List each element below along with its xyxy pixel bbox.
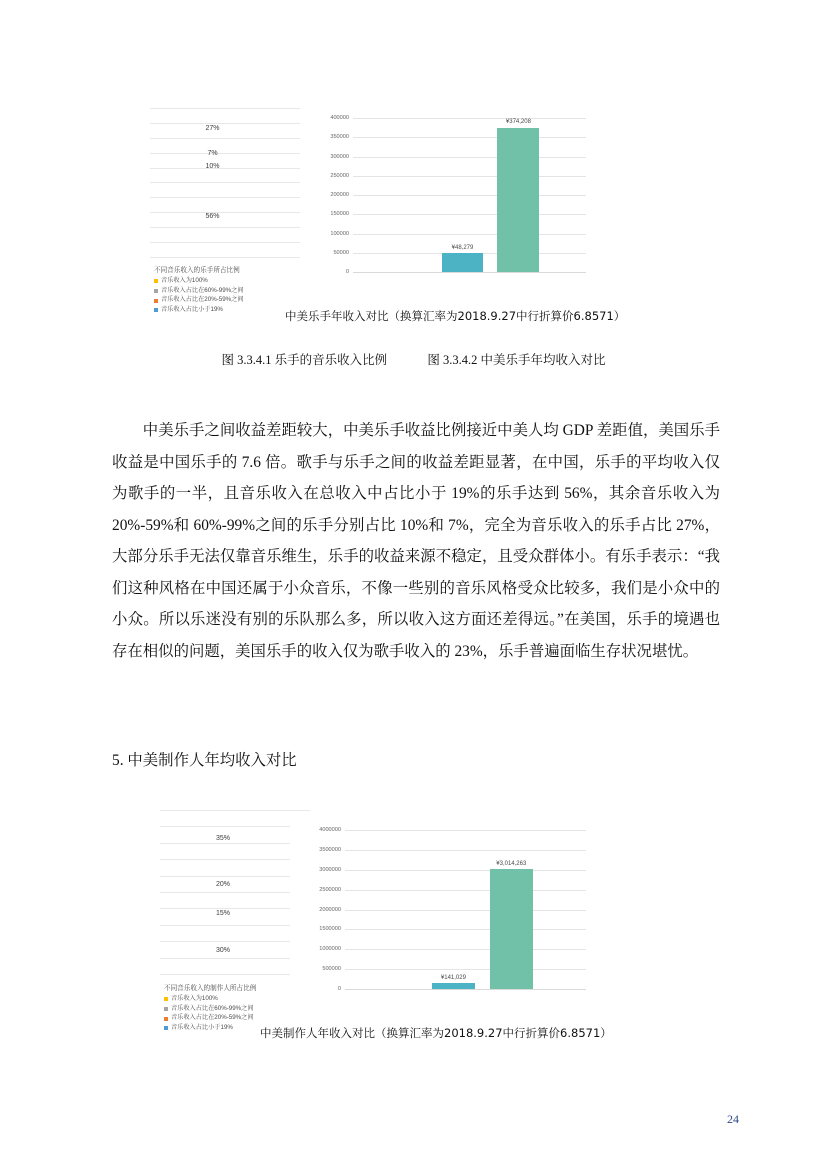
legend-title: 不同音乐收入的乐手所占比例 bbox=[154, 267, 240, 274]
page-number bbox=[727, 1112, 739, 1127]
figure-labels-row bbox=[0, 350, 827, 368]
legend-item-100pct[interactable] bbox=[164, 996, 256, 1002]
section-heading: 5. 中美制作人年均收入对比 bbox=[112, 752, 297, 769]
legend-item-20-59pct[interactable] bbox=[154, 297, 244, 303]
chart-musician-income-compare bbox=[305, 108, 590, 283]
segment-20-59pct[interactable]: 15% bbox=[215, 909, 230, 917]
stacked-column-producers[interactable] bbox=[198, 810, 248, 975]
legend-title: 不同音乐收入的制作人所占比例 bbox=[164, 985, 257, 992]
bar-value-label: ¥374,208 bbox=[505, 119, 531, 126]
y-axis-tick: 2000000 bbox=[319, 906, 341, 913]
legend-item-under-19pct[interactable] bbox=[164, 1025, 256, 1031]
legend-item-100pct[interactable] bbox=[154, 278, 244, 284]
y-axis-tick: 1000000 bbox=[319, 946, 341, 953]
bar-value-label: ¥3,014,263 bbox=[496, 860, 527, 867]
segment-60-99pct[interactable]: 20% bbox=[215, 880, 230, 888]
y-axis-tick: 2500000 bbox=[319, 886, 341, 893]
figure-label-1: 图 3.3.4.1 乐手的音乐收入比例 bbox=[221, 353, 388, 367]
legend-label: 音乐收入占比在20%-59%之间 bbox=[171, 1014, 254, 1022]
legend-item-under-19pct[interactable] bbox=[154, 307, 244, 313]
segment-20-59pct[interactable]: 10% bbox=[205, 163, 220, 170]
segment-under-19pct[interactable]: 30% bbox=[215, 946, 230, 954]
legend-swatch-orange bbox=[164, 1017, 168, 1021]
bar-plot-area bbox=[330, 115, 586, 275]
chart-musician-income-share bbox=[150, 108, 300, 328]
segment-60-99pct[interactable]: 7% bbox=[207, 150, 218, 158]
legend-swatch-yellow bbox=[154, 279, 158, 283]
bar-plot-area bbox=[319, 827, 586, 992]
bar-china-producer[interactable] bbox=[432, 974, 475, 989]
y-axis-tick: 0 bbox=[345, 269, 349, 275]
y-axis-tick: 50000 bbox=[333, 249, 349, 256]
y-axis-tick: 3500000 bbox=[319, 846, 341, 853]
legend-item-20-59pct[interactable] bbox=[164, 1015, 256, 1021]
bar-value-label: ¥141,029 bbox=[440, 974, 466, 981]
legend-swatch-blue bbox=[164, 1026, 168, 1030]
bar-us-musician[interactable] bbox=[497, 119, 539, 272]
bar-value-label: ¥48,279 bbox=[451, 244, 474, 251]
chart-producer-income-compare bbox=[290, 820, 590, 1005]
gridlines bbox=[319, 827, 586, 992]
chart-legend bbox=[164, 982, 256, 1035]
y-axis-tick: 400000 bbox=[330, 115, 349, 121]
legend-swatch-orange bbox=[154, 299, 158, 303]
legend-label: 音乐收入占比小于19% bbox=[161, 306, 223, 314]
y-axis-tick: 250000 bbox=[330, 172, 349, 179]
page-number-value: 24 bbox=[727, 1112, 739, 1126]
legend-label: 音乐收入占比在20%-59%之间 bbox=[161, 296, 244, 304]
y-axis-tick: 3000000 bbox=[319, 866, 341, 873]
legend-label: 音乐收入占比在60%-99%之间 bbox=[161, 286, 244, 294]
legend-item-60-99pct[interactable] bbox=[154, 288, 244, 294]
y-axis-tick: 350000 bbox=[330, 134, 349, 141]
legend-label: 音乐收入为100% bbox=[171, 995, 218, 1002]
legend-swatch-blue bbox=[154, 308, 158, 312]
y-axis-tick: 300000 bbox=[330, 153, 349, 160]
legend-label: 音乐收入占比小于19% bbox=[171, 1024, 233, 1032]
chart-producer-income-share bbox=[160, 810, 310, 1060]
legend-label: 音乐收入为100% bbox=[161, 277, 208, 284]
stacked-plot-area bbox=[150, 108, 300, 258]
legend-swatch-yellow bbox=[164, 997, 168, 1001]
y-axis-tick: 500000 bbox=[322, 966, 341, 973]
segment-100pct[interactable]: 27% bbox=[205, 124, 220, 132]
stacked-column-musicians[interactable] bbox=[185, 108, 240, 258]
caption-musician-compare: 中美乐手年收入对比（换算汇率为2018.9.27中行折算价6.8571） bbox=[285, 309, 626, 323]
body-paragraph: 中美乐手之间收益差距较大，中美乐手收益比例接近中美人均 GDP 差距值，美国乐手收益是中国乐手的 7.6 倍。歌手与乐手之间的收益差距显著，在中国，乐手的平均收入仅为歌手的一半，且音乐收入在总收入中占比小于 19%的乐手达到 56%，其余音乐收入为 20%-59%和 60%-99%之间的乐手分别占比 10%和 7%，完全为音乐收入的乐手占比 27%，大部分乐手无法仅靠音乐维生，乐手的收益来源不稳定，且受众群体小。有乐手表示：“我们这种风格在中国还属于小众音乐，不像一些别的音乐风格受众比较多，我们是小众中的小众。所以乐迷没有别的乐队那么多，所以收入这方面还差得远。”在美国，乐手的境遇也存在相似的问题，美国乐手的收入仅为歌手收入的 23%，乐手普遍面临生存状况堪忧。 bbox=[112, 422, 720, 660]
y-axis-tick: 150000 bbox=[330, 211, 349, 218]
segment-under-19pct[interactable]: 56% bbox=[205, 212, 220, 220]
figure-row-lower bbox=[160, 810, 720, 1070]
segment-100pct[interactable]: 35% bbox=[215, 835, 230, 843]
figure-row-upper bbox=[150, 108, 690, 333]
chart-legend bbox=[154, 264, 244, 317]
y-axis-tick: 1500000 bbox=[319, 926, 341, 933]
legend-swatch-gray bbox=[164, 1007, 168, 1011]
y-axis-tick: 100000 bbox=[330, 230, 349, 237]
legend-label: 音乐收入占比在60%-99%之间 bbox=[171, 1004, 254, 1012]
y-axis-tick: 4000000 bbox=[319, 827, 341, 833]
stacked-plot-area bbox=[160, 810, 310, 975]
caption-producer-compare: 中美制作人年收入对比（换算汇率为2018.9.27中行折算价6.8571） bbox=[260, 1026, 612, 1040]
y-axis-tick: 0 bbox=[337, 986, 341, 992]
bar-us-producer[interactable] bbox=[490, 860, 533, 989]
legend-item-60-99pct[interactable] bbox=[164, 1006, 256, 1012]
y-axis-tick: 200000 bbox=[330, 192, 349, 198]
bar-china-musician[interactable] bbox=[442, 244, 484, 272]
figure-label-2: 图 3.3.4.2 中美乐手年均收入对比 bbox=[427, 353, 606, 367]
legend-swatch-gray bbox=[154, 289, 158, 293]
